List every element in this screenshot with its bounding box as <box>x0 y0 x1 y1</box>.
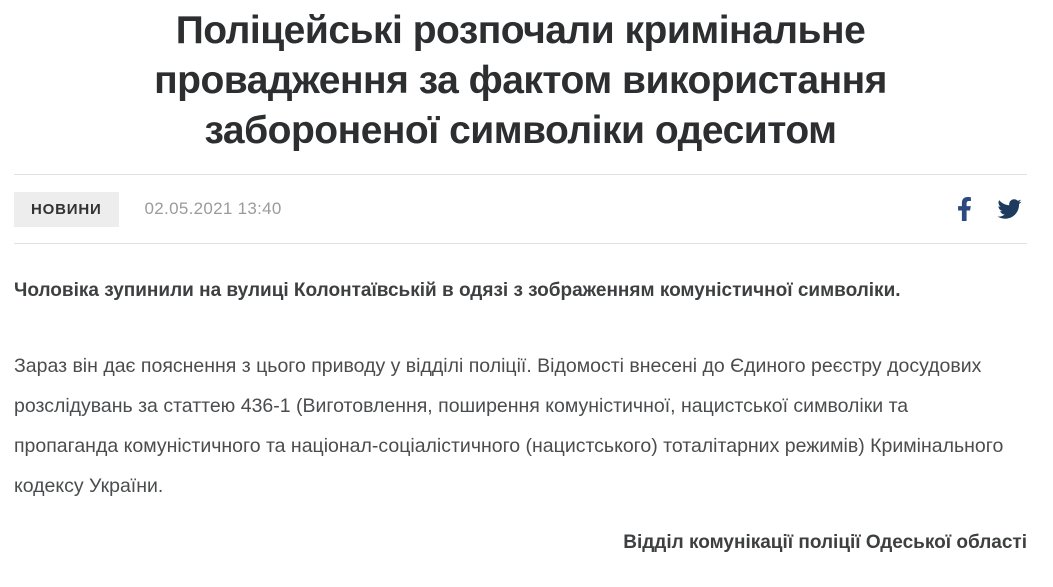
facebook-icon <box>957 196 972 222</box>
facebook-share-button[interactable] <box>957 196 972 222</box>
body-paragraph: Зараз він дає пояснення з цього приводу у відділі поліції. Відомості внесені до Єдиного реєстру досудових розслідувань за статтею 436-1 (Виготовлення, поширення комуністичної, нацистської символіки та пропаганда комуністичного та націонал-соціалістичного (нацистського) тоталітарних режимів) Кримінального кодексу України. <box>14 355 1004 497</box>
twitter-share-button[interactable] <box>996 197 1023 221</box>
share-buttons <box>957 196 1027 222</box>
article <box>0 6 1053 554</box>
article-title-line: забороненої символіки одеситом <box>204 109 837 152</box>
article-title-line: провадження за фактом використання <box>154 59 887 102</box>
publish-date: 02.05.2021 13:40 <box>144 199 282 218</box>
article-title <box>14 6 1027 156</box>
article-meta-bar <box>14 174 1027 244</box>
category-badge-news[interactable]: НОВИНИ <box>14 192 119 227</box>
lead-paragraph: Чоловіка зупинили на вулиці Колонтаївській в одязі з зображенням комуністичної символіки. <box>14 280 901 301</box>
source-attribution: Відділ комунікації поліції Одеської області <box>623 532 1027 553</box>
article-title-line: Поліцейські розпочали кримінальне <box>175 9 866 52</box>
twitter-icon <box>996 197 1023 221</box>
